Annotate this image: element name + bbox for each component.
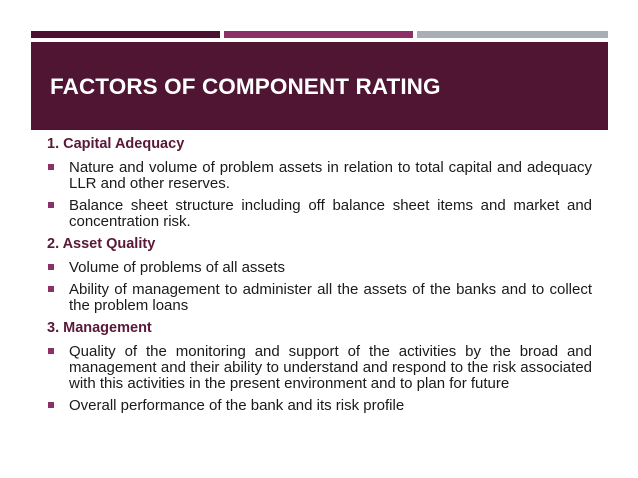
list-item bbox=[47, 160, 592, 192]
bullet-text: Volume of problems of all assets bbox=[69, 259, 285, 276]
list-item bbox=[47, 398, 592, 414]
top-bar-magenta bbox=[224, 31, 413, 38]
title-banner bbox=[31, 42, 608, 130]
square-bullet-icon bbox=[48, 402, 54, 408]
list-item bbox=[47, 344, 592, 392]
bullet-text: Nature and volume of problem assets in relation to total capital and adequacy LLR and other reserves. bbox=[69, 159, 592, 192]
section-heading-asset-quality: 2. Asset Quality bbox=[47, 236, 156, 252]
square-bullet-icon bbox=[48, 264, 54, 270]
square-bullet-icon bbox=[48, 286, 54, 292]
page-title: FACTORS OF COMPONENT RATING bbox=[50, 74, 441, 99]
slide-content bbox=[47, 136, 592, 420]
top-decorative-bars bbox=[31, 31, 608, 38]
list-item bbox=[47, 198, 592, 230]
square-bullet-icon bbox=[48, 164, 54, 170]
list-item bbox=[47, 260, 592, 276]
list-item bbox=[47, 282, 592, 314]
square-bullet-icon bbox=[48, 348, 54, 354]
square-bullet-icon bbox=[48, 202, 54, 208]
bullet-text: Overall performance of the bank and its risk profile bbox=[69, 397, 405, 414]
top-bar-dark bbox=[31, 31, 220, 38]
bullet-text: Balance sheet structure including off balance sheet items and market and concentration risk. bbox=[69, 197, 592, 230]
section-heading-management: 3. Management bbox=[47, 320, 152, 336]
bullet-text: Ability of management to administer all the assets of the banks and to collect the problem loans bbox=[69, 281, 592, 314]
section-heading-capital-adequacy: 1. Capital Adequacy bbox=[47, 136, 185, 152]
top-bar-gray bbox=[417, 31, 608, 38]
bullet-text: Quality of the monitoring and support of the activities by the broad and management and their ability to understand and respond to the risk associated with this activities in the present environment and to plan for future bbox=[69, 343, 592, 392]
